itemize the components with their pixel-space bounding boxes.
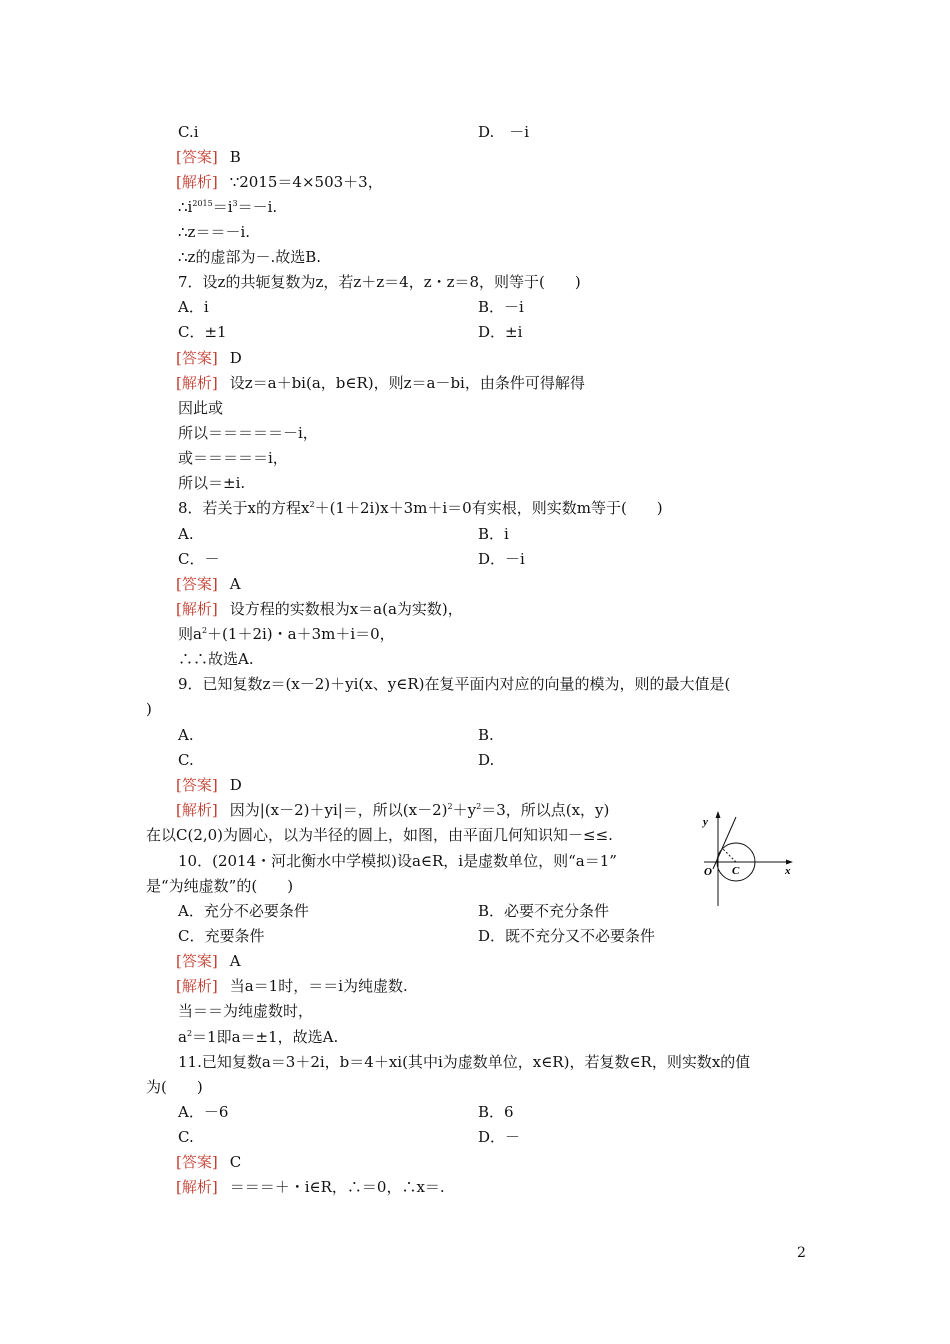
answer-tag: [答案]: [176, 952, 218, 970]
q9-option-b: B.: [478, 726, 494, 744]
q9-answer: [答案] D: [176, 776, 242, 794]
q8-option-c: C．－: [178, 550, 220, 568]
q7-analysis-3: 所以＝＝＝＝＝－i，: [178, 424, 318, 442]
q6-analysis-2: $\therefore i^{2015}=i^3=-i$.: [178, 198, 278, 216]
q10-answer: [答案] A: [176, 952, 241, 970]
answer-tag: [答案]: [176, 1153, 218, 1171]
q11-stem-2: 为( ): [146, 1078, 203, 1096]
q9-stem-1: 9．已知复数z＝(x－2)＋yi(x、y∈R)在复平面内对应的向量的模为，则的最大值是(: [178, 675, 731, 693]
x-axis-arrow-icon: [786, 860, 793, 865]
q9-analysis-1: [解析] 因为|(x－2)＋yi|＝，所以$(x-2)^2+y^2=3$，所以点(x，y): [176, 801, 610, 819]
q8-answer: [答案] A: [176, 575, 241, 593]
q11-analysis-1: [解析] ＝＝＝＋・i∈R，∴＝0，∴x＝.: [176, 1178, 445, 1196]
q8-option-d: D．－i: [478, 550, 525, 568]
q6-analysis-1: [解析] ∵2015＝4×503＋3，: [176, 173, 383, 191]
q6-analysis-4: ∴z的虚部为－.故选B.: [178, 248, 322, 266]
q9-option-c: C.: [178, 751, 194, 769]
q8-stem: 8．若关于x的方程$x^2+(1+2i)x+3m+i=0$有实根，则实数m等于( ): [178, 499, 663, 517]
q9-option-d: D.: [478, 751, 495, 769]
q11-option-a: A．－6: [178, 1103, 229, 1121]
q7-analysis-5: 所以＝±i.: [178, 474, 246, 492]
answer-tag: [答案]: [176, 349, 218, 367]
q10-analysis-2: 当＝＝为纯虚数时，: [178, 1002, 314, 1020]
q10-stem-1: 10．(2014・河北衡水中学模拟)设a∈R，i是虚数单位，则“a＝1”: [178, 852, 617, 870]
answer-tag: [答案]: [176, 776, 218, 794]
center-label: C: [732, 865, 740, 877]
q8-option-a: A.: [178, 525, 194, 543]
q6-option-d: D. －i: [478, 123, 530, 141]
q7-option-c: C．±1: [178, 323, 227, 341]
q9-analysis-2: 在以C(2,0)为圆心，以为半径的圆上，如图，由平面几何知识知－≤≤.: [146, 826, 613, 844]
q10-stem-2: 是“为纯虚数”的( ): [146, 877, 294, 895]
q8-analysis-2: 则$a^2+(1+2i)$・a＋3m＋i＝0，: [178, 625, 395, 643]
q6-analysis-3: ∴z＝＝－i.: [178, 223, 251, 241]
analysis-tag: [解析]: [176, 173, 218, 191]
q7-answer: [答案] D: [176, 349, 242, 367]
q7-analysis-2: 因此或: [178, 399, 224, 417]
q11-option-c: C.: [178, 1128, 194, 1146]
q10-option-b: B．必要不充分条件: [478, 902, 610, 920]
q11-option-b: B．6: [478, 1103, 514, 1121]
q9-stem-2: ): [146, 700, 152, 718]
analysis-tag: [解析]: [176, 374, 218, 392]
q11-answer: [答案] C: [176, 1153, 242, 1171]
q6-answer: [答案] B: [176, 148, 241, 166]
analysis-tag: [解析]: [176, 977, 218, 995]
analysis-tag: [解析]: [176, 600, 218, 618]
x-label: x: [785, 865, 791, 877]
y-axis-arrow-icon: [716, 811, 721, 818]
origin-label: O: [704, 866, 712, 878]
q10-option-d: D．既不充分又不必要条件: [478, 927, 656, 945]
radius-line: [723, 849, 736, 862]
q7-option-a: A．i: [178, 298, 209, 316]
q7-option-d: D．±i: [478, 323, 523, 341]
q6-option-c: C.i: [178, 123, 199, 141]
q7-analysis-1: [解析] 设z＝a＋bi(a，b∈R)，则z＝a－bi，由条件可得解得: [176, 374, 585, 392]
answer-tag: [答案]: [176, 148, 218, 166]
analysis-tag: [解析]: [176, 1178, 218, 1196]
q9-option-a: A.: [178, 726, 194, 744]
answer-tag: [答案]: [176, 575, 218, 593]
circle-figure: [690, 805, 800, 910]
q11-stem-1: 11.已知复数a＝3＋2i，b＝4＋xi(其中i为虚数单位，x∈R)，若复数∈R，则实数x的值: [178, 1053, 751, 1071]
page-number: 2: [797, 1245, 806, 1261]
q8-analysis-1: [解析] 设方程的实数根为x＝a(a为实数)，: [176, 600, 463, 618]
q8-analysis-3: ∴∴故选A.: [178, 650, 254, 668]
q10-option-c: C．充要条件: [178, 927, 265, 945]
q8-option-b: B．i: [478, 525, 509, 543]
analysis-tag: [解析]: [176, 801, 218, 819]
q11-option-d: D．－: [478, 1128, 521, 1146]
q7-option-b: B．－i: [478, 298, 524, 316]
y-label: y: [703, 816, 708, 828]
q7-stem: 7．设z的共轭复数为z，若z＋z＝4，z・z＝8，则等于( ): [178, 273, 581, 291]
q10-analysis-1: [解析] 当a＝1时，＝＝i为纯虚数.: [176, 977, 408, 995]
q10-option-a: A．充分不必要条件: [178, 902, 309, 920]
q7-analysis-4: 或＝＝＝＝＝i，: [178, 449, 288, 467]
q10-analysis-3: $a^2=1$即a＝±1，故选A.: [178, 1028, 339, 1046]
